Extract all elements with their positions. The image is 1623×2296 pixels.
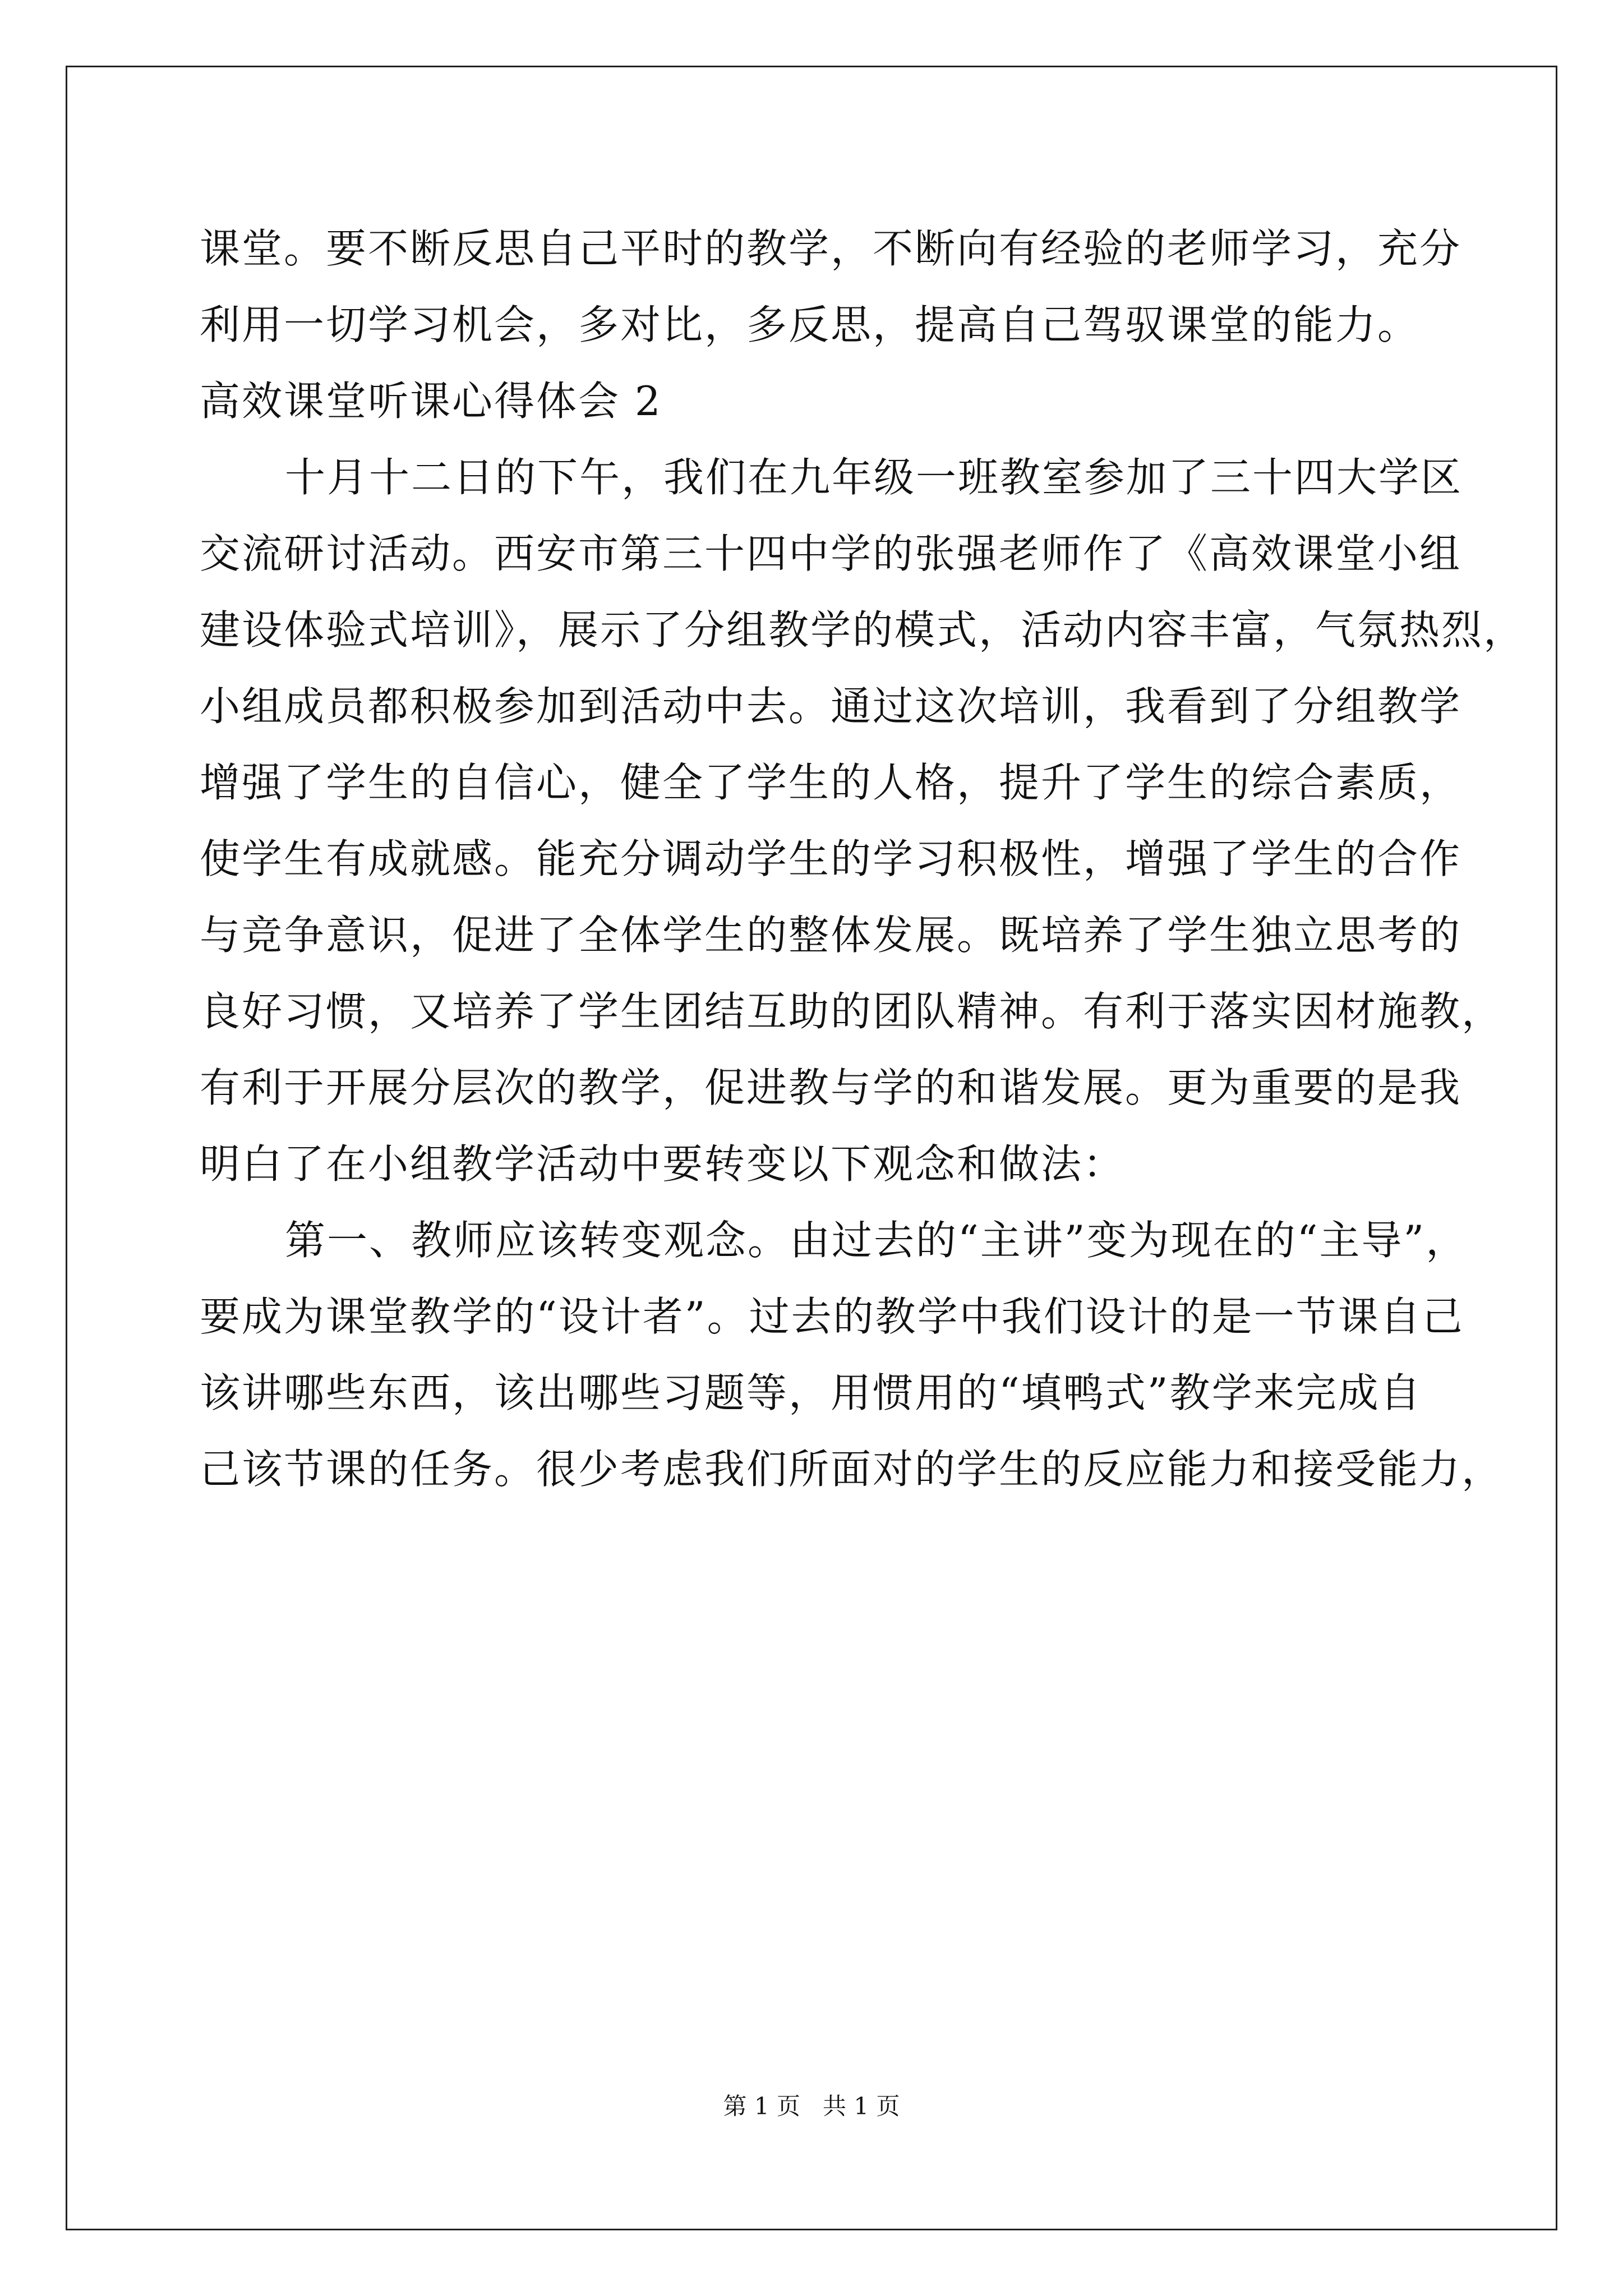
text-line: 课堂。要不断反思自己平时的教学，不断向有经验的老师学习，充分 — [200, 225, 1462, 272]
text-line: 良好习惯，又培养了学生团结互助的团队精神。有利于落实因材施教， — [200, 988, 1504, 1035]
text-line: 交流研讨活动。西安市第三十四中学的张强老师作了《高效课堂小组 — [200, 530, 1462, 577]
text-line: 利用一切学习机会，多对比，多反思，提高自己驾驭课堂的能力。 — [200, 301, 1420, 348]
text-line: 该讲哪些东西，该出哪些习题等，用惯用的“填鸭式”教学来完成自 — [200, 1369, 1422, 1416]
section-heading: 高效课堂听课心得体会 2 — [200, 378, 662, 425]
text-line: 建设体验式培训》，展示了分组教学的模式，活动内容丰富，气氛热烈， — [200, 606, 1526, 654]
page-footer: 第 1 页 共 1 页 — [723, 2092, 900, 2120]
text-line: 增强了学生的自信心，健全了学生的人格，提升了学生的综合素质， — [200, 759, 1462, 806]
text-line: 与竞争意识，促进了全体学生的整体发展。既培养了学生独立思考的 — [200, 912, 1462, 959]
text-line: 有利于开展分层次的教学，促进教与学的和谐发展。更为重要的是我 — [200, 1064, 1462, 1111]
text-line: 第一、教师应该转变观念。由过去的“主讲”变为现在的“主导”， — [285, 1217, 1468, 1264]
text-line: 使学生有成就感。能充分调动学生的学习积极性，增强了学生的合作 — [200, 835, 1462, 882]
text-line: 小组成员都积极参加到活动中去。通过这次培训，我看到了分组教学 — [200, 683, 1462, 730]
text-line: 己该节课的任务。很少考虑我们所面对的学生的反应能力和接受能力， — [200, 1446, 1504, 1493]
document-body — [200, 210, 1526, 1507]
text-line: 十月十二日的下午，我们在九年级一班教室参加了三十四大学区 — [285, 454, 1463, 501]
text-line: 要成为课堂教学的“设计者”。过去的教学中我们设计的是一节课自己 — [200, 1293, 1464, 1340]
text-line: 明白了在小组教学活动中要转变以下观念和做法： — [200, 1140, 1126, 1188]
